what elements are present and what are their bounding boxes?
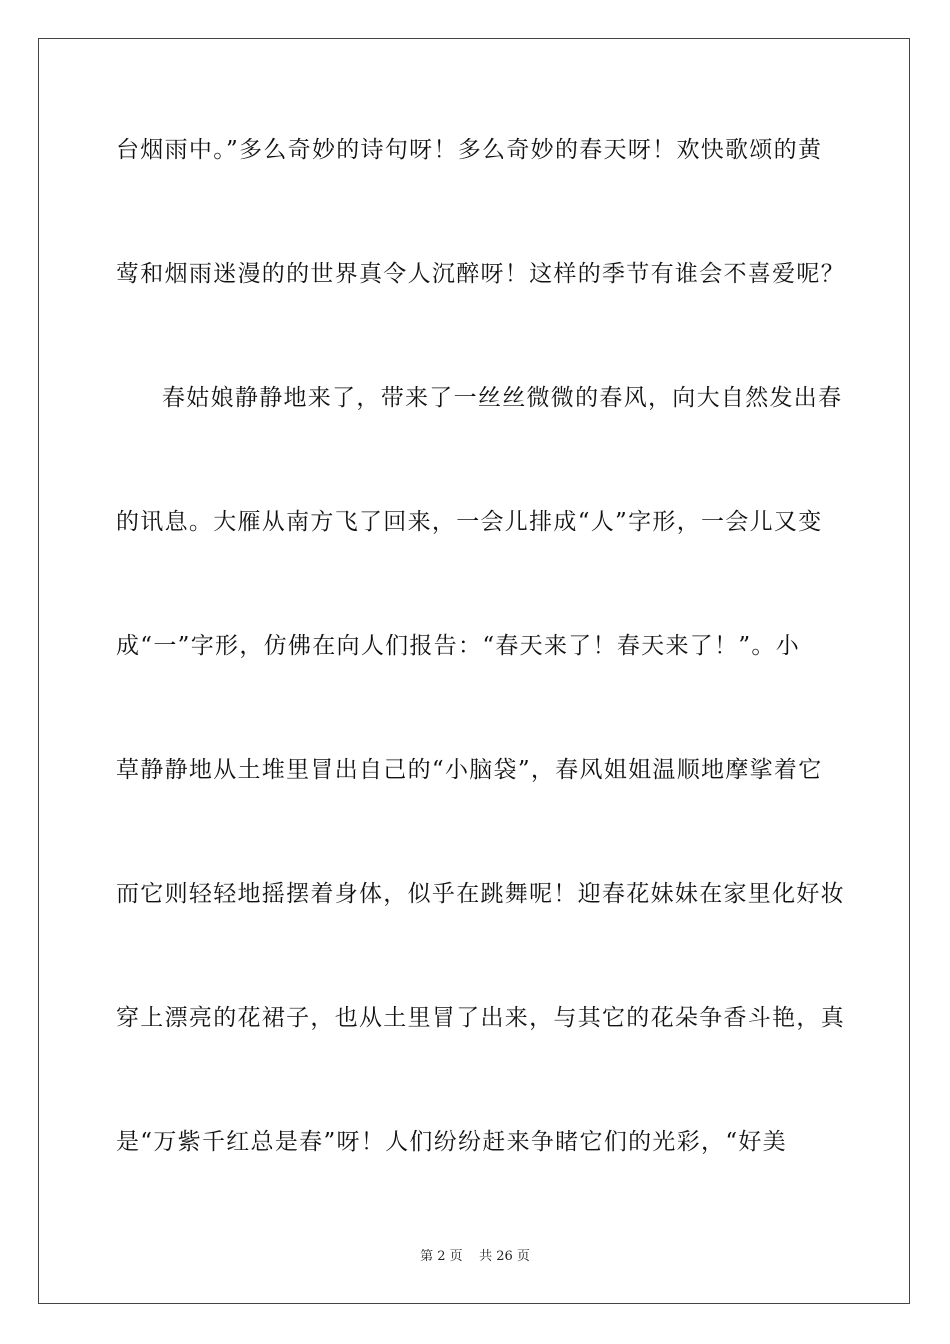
page-number-footer: 第 2 页 共 26 页 [420,1249,530,1264]
text-line: 是“万紫千红总是春”呀！人们纷纷赶来争睹它们的光彩，“好美 [116,1129,787,1155]
text-line: 的讯息。大雁从南方飞了回来，一会儿排成“人”字形，一会儿又变 [116,509,823,535]
text-line: 而它则轻轻地摇摆着身体，似乎在跳舞呢！迎春花妹妹在家里化好妆 [116,881,845,907]
text-line: 草静静地从土堆里冒出自己的“小脑袋”，春风姐姐温顺地摩挲着它 [116,757,823,783]
text-line: 穿上漂亮的花裙子，也从土里冒了出来，与其它的花朵争香斗艳，真 [116,1005,845,1031]
text-line: 台烟雨中。”多么奇妙的诗句呀！多么奇妙的春天呀！欢快歌颂的黄 [116,137,823,163]
page-border [38,38,910,1304]
text-line: 成“一”字形，仿佛在向人们报告：“春天来了！春天来了！”。小 [116,633,801,659]
text-line: 莺和烟雨迷漫的的世界真令人沉醉呀！这样的季节有谁会不喜爱呢？ [116,261,845,287]
paragraph-start-line: 春姑娘静静地来了，带来了一丝丝微微的春风，向大自然发出春 [162,385,843,411]
